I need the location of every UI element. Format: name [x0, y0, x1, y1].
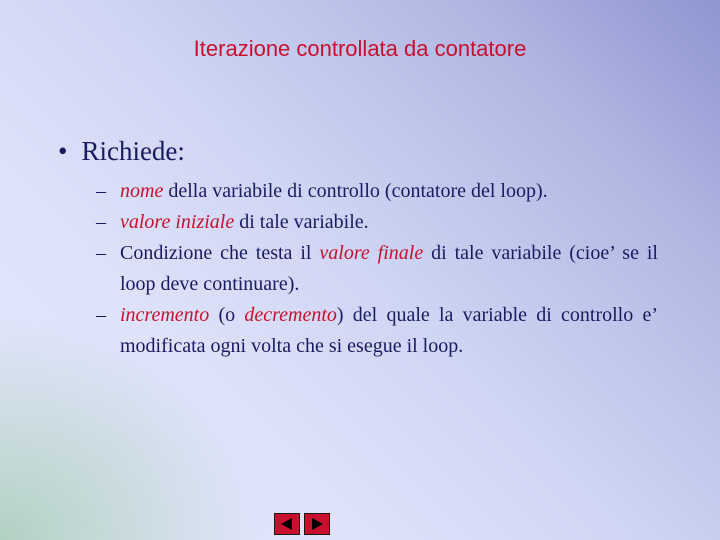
sub-item-mid: (o: [209, 304, 245, 326]
sub-item-text: della variabile di controllo (contatore del loop).: [163, 180, 548, 202]
triangle-left-icon: [279, 516, 295, 532]
sub-item-condizione: – Condizione che testa il valore finale di tale variabile (cioe’ se il loop deve continuare).: [96, 242, 658, 295]
sub-item-incremento: – incremento (o decremento) del quale la variable di controllo e’ modificata ogni volta che si esegue il loop.: [96, 304, 658, 357]
slide-navigation: [274, 513, 330, 535]
prev-slide-button[interactable]: [274, 513, 300, 535]
sub-item-text: di tale variabile (cioe’ se il loop deve continuare).: [120, 242, 658, 295]
sub-item-prefix: Condizione che testa il: [120, 242, 320, 264]
next-slide-button[interactable]: [304, 513, 330, 535]
sub-item-valore-iniziale: – valore iniziale di tale variabile.: [96, 211, 369, 233]
main-bullet-label: Richiede:: [81, 136, 185, 166]
sub-item-text: ) del quale la variable di controllo e’ modificata ogni volta che si esegue il loop.: [120, 304, 658, 357]
main-bullet: [58, 136, 185, 167]
slide-title: Iterazione controllata da contatore: [193, 36, 527, 61]
emphasis-term: valore iniziale: [120, 211, 235, 233]
bullet-dot: •: [58, 136, 68, 166]
sub-item-text: di tale variabile.: [234, 211, 369, 233]
emphasis-term: nome: [120, 180, 164, 202]
sub-item-nome: – nome della variabile di controllo (contatore del loop).: [96, 180, 548, 202]
emphasis-term: valore finale: [319, 242, 424, 264]
emphasis-term-2: decremento: [244, 304, 337, 326]
sub-bullet-list: [96, 176, 658, 362]
emphasis-term: incremento: [120, 304, 210, 326]
triangle-right-icon: [309, 516, 325, 532]
